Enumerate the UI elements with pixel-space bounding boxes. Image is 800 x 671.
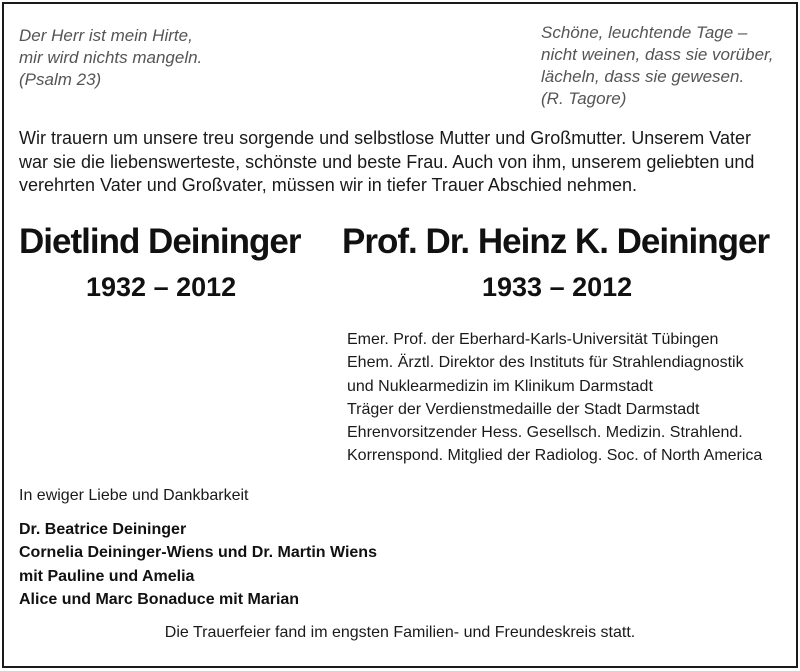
love-line: In ewiger Liebe und Dankbarkeit [19,487,249,504]
quote-line: Schöne, leuchtende Tage – [541,23,748,42]
father-titles [347,328,762,468]
intro-line: verehrten Vater und Großvater, müssen wir in tiefer Trauer Abschied nehmen. [19,175,637,195]
title-line: Emer. Prof. der Eberhard-Karls-Universität Tübingen [347,331,719,348]
title-line: Ehem. Ärztl. Direktor des Instituts für Strahlendiagnostik [347,354,744,372]
mourner-line: Cornelia Deininger-Wiens und Dr. Martin Wiens [19,544,377,562]
quote-source: (R. Tagore) [541,89,627,108]
intro-paragraph [19,127,754,198]
title-line: Ehrenvorsitzender Hess. Gesellsch. Medizin. Strahlend. [347,424,743,442]
mourner-line: Alice und Marc Bonaduce mit Marian [19,590,300,608]
tagore-quote [541,22,773,110]
quote-line: Der Herr ist mein Hirte, [19,26,193,45]
intro-line: Wir trauern um unsere treu sorgende und selbstlose Mutter und Großmutter. Unserem Vater [19,128,751,148]
mourner-line: Dr. Beatrice Deininger [19,521,187,538]
funeral-note: Die Trauerfeier fand im engsten Familien- und Freundeskreis statt. [164,624,636,641]
life-dates-father: 1933 – 2012 [482,272,633,302]
life-dates-mother: 1932 – 2012 [86,272,237,302]
deceased-name-mother: Dietlind Deininger [19,222,301,261]
title-line: Korrenspond. Mitglied der Radiolog. Soc. of North America [347,447,763,465]
quote-line: nicht weinen, dass sie vorüber, [541,45,774,64]
intro-line: war sie die liebenswerteste, schönste und beste Frau. Auch von ihm, unserem geliebten und [19,151,755,172]
quote-line: lächeln, dass sie gewesen. [541,67,745,86]
quote-line: mir wird nichts mangeln. [19,48,203,67]
mourner-line: mit Pauline und Amelia [19,567,195,585]
mourners-list [19,518,377,611]
deceased-name-father: Prof. Dr. Heinz K. Deininger [342,222,770,261]
psalm-quote [19,25,202,91]
title-line: Träger der Verdienstmedaille der Stadt Darmstadt [347,400,700,418]
title-line: und Nuklearmedizin im Klinikum Darmstadt [347,377,653,395]
quote-source: (Psalm 23) [19,70,102,89]
